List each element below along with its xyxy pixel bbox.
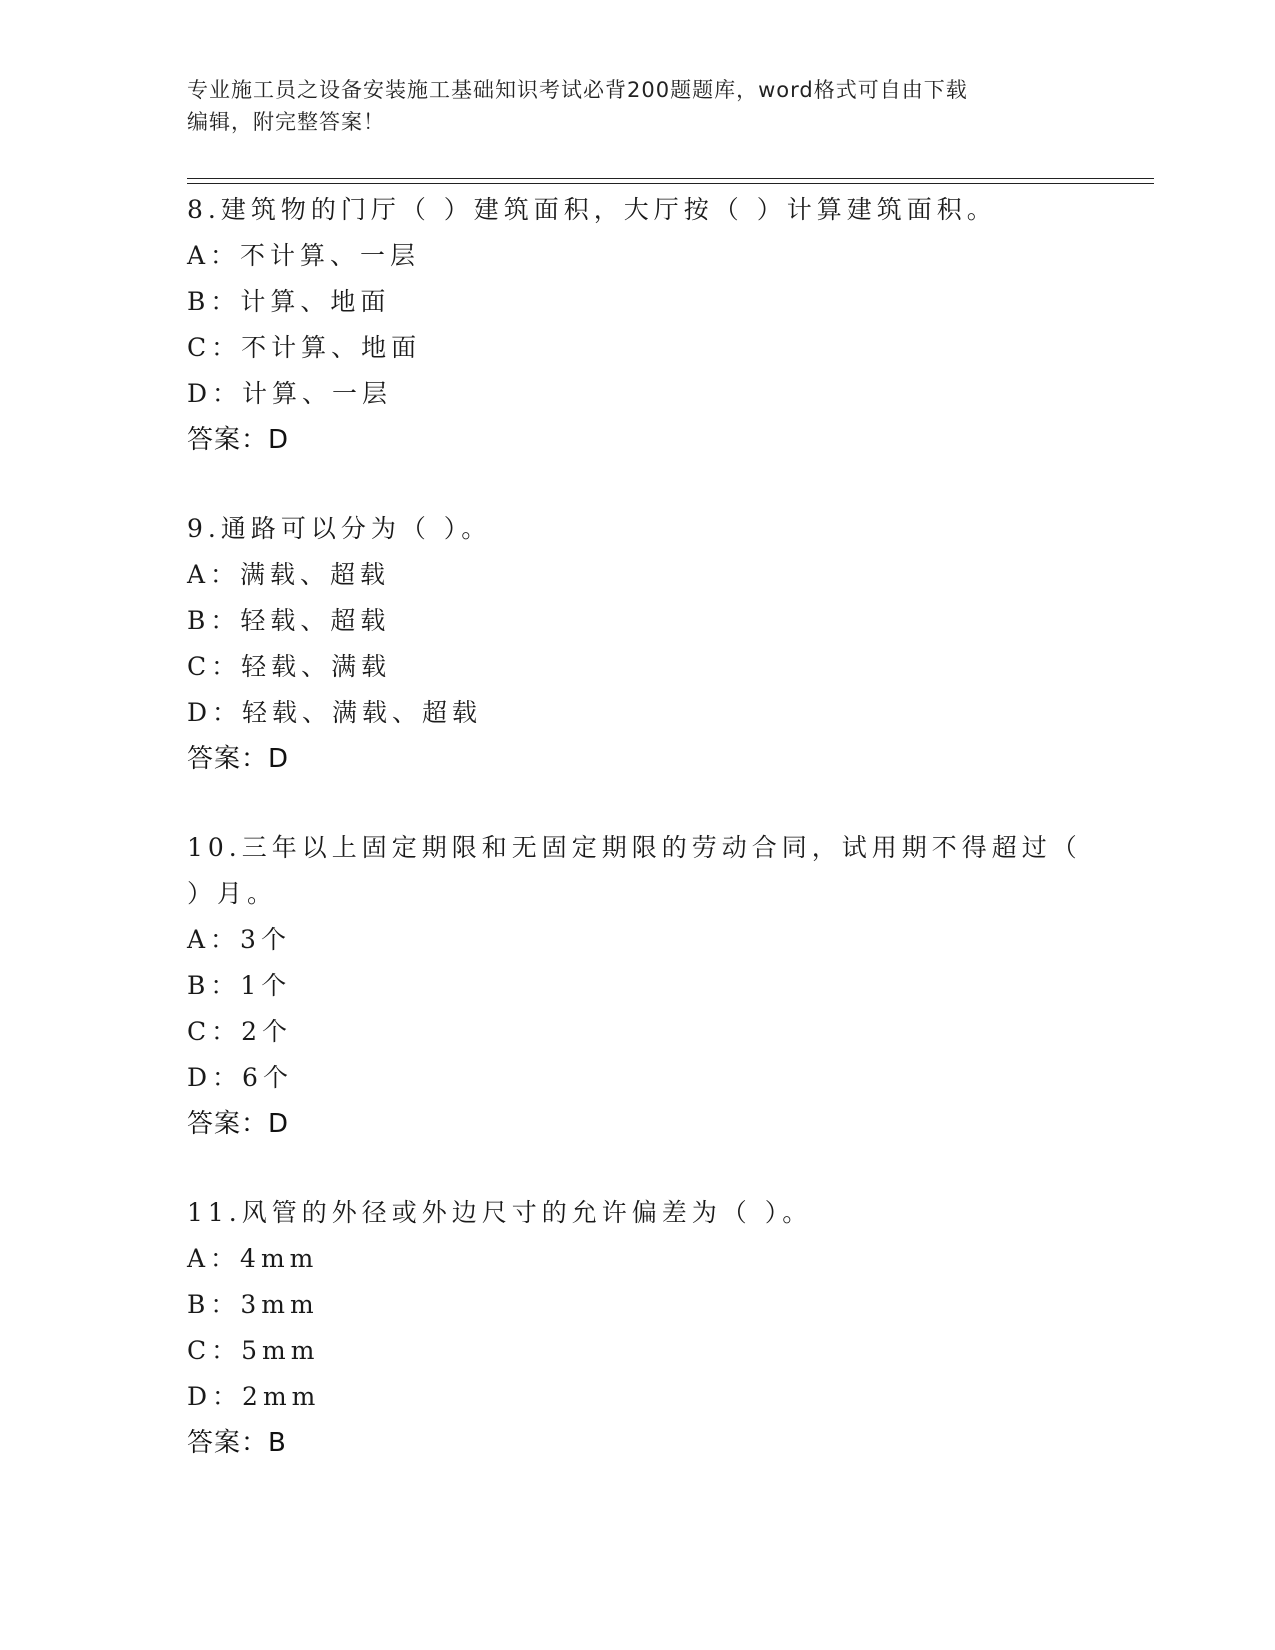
- option-c: C：不计算、地面: [187, 333, 422, 362]
- option-a: A：满载、超载: [187, 560, 391, 589]
- answer: 答案：D: [187, 425, 290, 455]
- option-a: A：不计算、一层: [187, 241, 421, 270]
- option-c: C：5mm: [187, 1336, 320, 1365]
- question-11: [187, 1190, 1087, 1466]
- header-divider-top: [187, 178, 1154, 179]
- header-line-1: 专业施工员之设备安装施工基础知识考试必背200题题库，word格式可自由下载: [187, 78, 968, 102]
- option-d: D：6个: [187, 1063, 293, 1092]
- document-header: [187, 74, 1087, 138]
- option-a: A：4mm: [187, 1244, 319, 1273]
- question-9: [187, 506, 1087, 782]
- header-divider-bottom: [187, 183, 1154, 184]
- header-line-2: 编辑，附完整答案！: [187, 110, 385, 134]
- question-text: 9.通路可以分为（ ）。: [187, 514, 492, 543]
- option-b: B：1个: [187, 971, 292, 1000]
- question-10: [187, 825, 1087, 1147]
- question-8: [187, 187, 1087, 463]
- question-text: 8.建筑物的门厅（ ）建筑面积，大厅按（ ）计算建筑面积。: [187, 195, 997, 224]
- question-text-line-2: ）月。: [187, 879, 278, 908]
- option-a: A：3个: [187, 925, 291, 954]
- option-b: B：轻载、超载: [187, 606, 391, 635]
- answer: 答案：B: [187, 1428, 287, 1458]
- option-c: C：轻载、满载: [187, 652, 392, 681]
- question-text-line-1: 10.三年以上固定期限和无固定期限的劳动合同，试用期不得超过（: [187, 833, 1082, 862]
- answer: 答案：D: [187, 744, 290, 774]
- option-b: B：计算、地面: [187, 287, 391, 316]
- answer: 答案：D: [187, 1109, 290, 1139]
- option-c: C：2个: [187, 1017, 293, 1046]
- option-d: D：2mm: [187, 1382, 321, 1411]
- option-b: B：3mm: [187, 1290, 319, 1319]
- option-d: D：轻载、满载、超载: [187, 698, 483, 727]
- option-d: D：计算、一层: [187, 379, 393, 408]
- question-text: 11.风管的外径或外边尺寸的允许偏差为（ ）。: [187, 1198, 813, 1227]
